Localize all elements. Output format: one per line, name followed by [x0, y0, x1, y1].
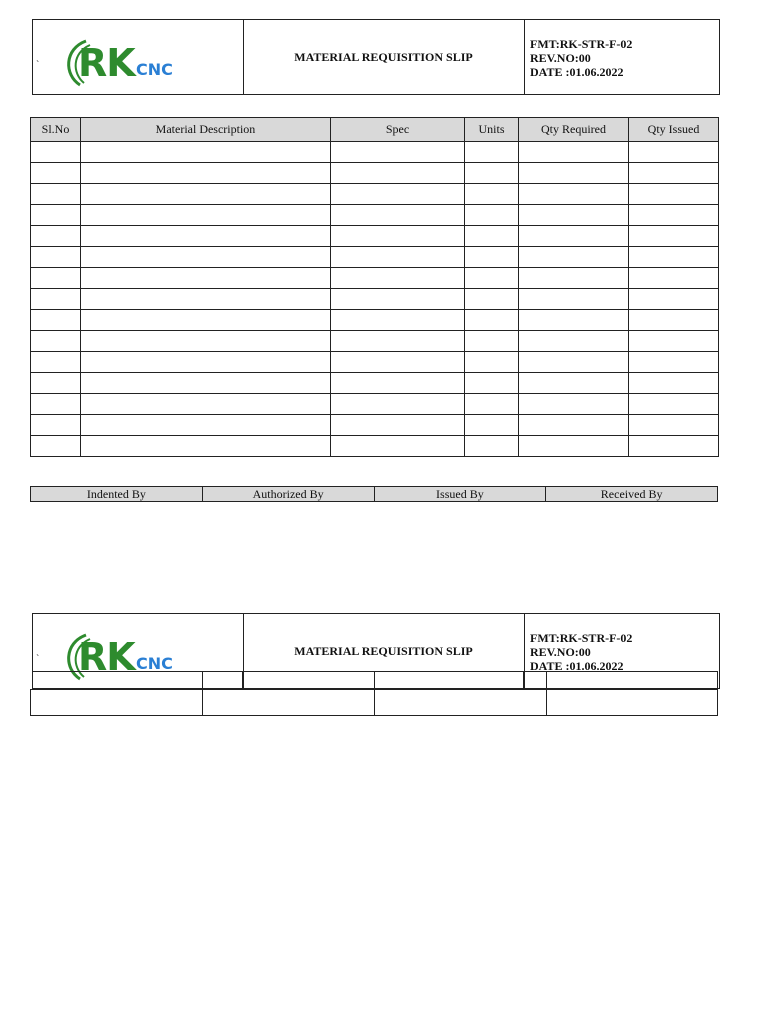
form-date: DATE :01.06.2022 [530, 65, 624, 79]
table-row [31, 247, 719, 268]
table-cell[interactable] [629, 205, 719, 226]
table-cell[interactable] [31, 310, 81, 331]
table-cell[interactable] [519, 184, 629, 205]
table-cell[interactable] [519, 331, 629, 352]
divider [202, 672, 203, 688]
logo-cnc-copy: CNC [136, 654, 173, 673]
table-row [31, 184, 719, 205]
logo-cnc: CNC [136, 60, 173, 79]
logo-rk: RK [78, 41, 135, 85]
table-cell[interactable] [519, 310, 629, 331]
format-code-copy: FMT:RK-STR-F-02 [530, 631, 633, 645]
table-cell[interactable] [331, 415, 465, 436]
divider [546, 672, 547, 688]
table-cell[interactable] [31, 142, 81, 163]
table-cell[interactable] [331, 373, 465, 394]
overlap-strip [32, 671, 718, 689]
table-cell[interactable] [629, 268, 719, 289]
table-cell[interactable] [519, 373, 629, 394]
table-cell[interactable] [81, 142, 331, 163]
table-cell[interactable] [465, 142, 519, 163]
format-code: FMT:RK-STR-F-02 [530, 37, 633, 51]
divider [523, 672, 524, 688]
table-cell[interactable] [331, 205, 465, 226]
table-cell[interactable] [81, 436, 331, 457]
table-cell[interactable] [331, 163, 465, 184]
table-cell[interactable] [519, 436, 629, 457]
table-cell[interactable] [465, 394, 519, 415]
issued-by-label: Issued By [374, 487, 546, 502]
table-cell[interactable] [81, 163, 331, 184]
table-cell[interactable] [519, 205, 629, 226]
divider [202, 690, 203, 715]
divider [242, 672, 243, 688]
table-cell[interactable] [519, 394, 629, 415]
table-cell[interactable] [629, 226, 719, 247]
table-cell[interactable] [519, 226, 629, 247]
table-cell[interactable] [465, 184, 519, 205]
table-cell[interactable] [465, 415, 519, 436]
table-header-row [31, 118, 719, 142]
form-meta [524, 20, 719, 94]
table-cell[interactable] [31, 331, 81, 352]
revision-number: REV.NO:00 [530, 51, 591, 65]
col-qty-required: Qty Required [519, 118, 629, 142]
form-date-copy: DATE :01.06.2022 [530, 659, 624, 673]
company-logo [62, 35, 182, 91]
indented-by-label: Indented By [31, 487, 203, 502]
table-cell[interactable] [629, 331, 719, 352]
table-cell[interactable] [519, 268, 629, 289]
table-cell[interactable] [465, 247, 519, 268]
table-cell[interactable] [81, 373, 331, 394]
materials-table [30, 117, 719, 457]
table-cell[interactable] [331, 142, 465, 163]
table-cell[interactable] [81, 289, 331, 310]
table-cell[interactable] [629, 436, 719, 457]
table-cell[interactable] [81, 268, 331, 289]
table-cell[interactable] [629, 352, 719, 373]
table-row [31, 436, 719, 457]
table-cell[interactable] [465, 205, 519, 226]
divider [374, 690, 375, 715]
divider [374, 672, 375, 688]
table-row [31, 310, 719, 331]
table-cell[interactable] [519, 142, 629, 163]
table-cell[interactable] [31, 184, 81, 205]
table-cell[interactable] [331, 226, 465, 247]
table-row [31, 289, 719, 310]
table-cell[interactable] [519, 415, 629, 436]
table-cell[interactable] [331, 310, 465, 331]
table-cell[interactable] [331, 394, 465, 415]
table-cell[interactable] [81, 247, 331, 268]
table-cell[interactable] [465, 373, 519, 394]
table-cell[interactable] [629, 142, 719, 163]
table-cell[interactable] [331, 352, 465, 373]
table-cell[interactable] [519, 352, 629, 373]
table-cell[interactable] [465, 352, 519, 373]
col-units: Units [465, 118, 519, 142]
table-cell[interactable] [331, 289, 465, 310]
table-cell[interactable] [465, 331, 519, 352]
col-sl-no: Sl.No [31, 118, 81, 142]
table-row [31, 205, 719, 226]
col-material-description: Material Description [81, 118, 331, 142]
table-cell[interactable] [81, 415, 331, 436]
table-cell[interactable] [629, 310, 719, 331]
table-cell[interactable] [629, 247, 719, 268]
form-title: MATERIAL REQUISITION SLIP [243, 20, 525, 94]
table-cell[interactable] [629, 289, 719, 310]
authorized-by-label: Authorized By [202, 487, 374, 502]
table-cell[interactable] [519, 163, 629, 184]
table-cell[interactable] [81, 352, 331, 373]
table-cell[interactable] [31, 163, 81, 184]
table-cell[interactable] [31, 415, 81, 436]
table-cell[interactable] [629, 394, 719, 415]
table-cell[interactable] [31, 289, 81, 310]
table-cell[interactable] [31, 205, 81, 226]
table-cell[interactable] [465, 268, 519, 289]
table-cell[interactable] [629, 184, 719, 205]
table-row [31, 163, 719, 184]
table-cell[interactable] [31, 247, 81, 268]
divider [546, 690, 547, 715]
table-cell[interactable] [519, 247, 629, 268]
table-cell[interactable] [331, 247, 465, 268]
table-cell[interactable] [465, 163, 519, 184]
table-cell[interactable] [81, 205, 331, 226]
table-row [31, 394, 719, 415]
table-row [31, 142, 719, 163]
table-row [31, 373, 719, 394]
table-cell[interactable] [81, 331, 331, 352]
table-cell[interactable] [81, 394, 331, 415]
table-cell[interactable] [465, 310, 519, 331]
table-cell[interactable] [31, 352, 81, 373]
col-qty-issued: Qty Issued [629, 118, 719, 142]
table-cell[interactable] [81, 310, 331, 331]
table-row [31, 268, 719, 289]
table-cell[interactable] [31, 436, 81, 457]
table-cell[interactable] [31, 394, 81, 415]
table-cell[interactable] [629, 415, 719, 436]
received-by-label: Received By [546, 487, 718, 502]
signature-boxes-copy [30, 689, 718, 716]
revision-number-copy: REV.NO:00 [530, 645, 591, 659]
table-cell[interactable] [519, 289, 629, 310]
stray-mark: ` [36, 60, 40, 71]
table-row [31, 331, 719, 352]
table-row [31, 352, 719, 373]
col-spec: Spec [331, 118, 465, 142]
table-cell[interactable] [331, 436, 465, 457]
form-title-copy: MATERIAL REQUISITION SLIP [243, 614, 525, 688]
table-cell[interactable] [31, 268, 81, 289]
table-cell[interactable] [465, 289, 519, 310]
table-cell[interactable] [629, 373, 719, 394]
table-cell[interactable] [331, 331, 465, 352]
table-cell[interactable] [31, 373, 81, 394]
table-cell[interactable] [331, 268, 465, 289]
table-cell[interactable] [31, 226, 81, 247]
logo-rk-copy: RK [78, 635, 135, 679]
table-row [31, 415, 719, 436]
table-row [31, 226, 719, 247]
table-cell[interactable] [81, 184, 331, 205]
table-cell[interactable] [331, 184, 465, 205]
table-cell[interactable] [465, 436, 519, 457]
signature-strip [30, 486, 718, 502]
table-cell[interactable] [465, 226, 519, 247]
stray-mark-copy: ` [36, 654, 40, 665]
table-cell[interactable] [81, 226, 331, 247]
table-cell[interactable] [629, 163, 719, 184]
